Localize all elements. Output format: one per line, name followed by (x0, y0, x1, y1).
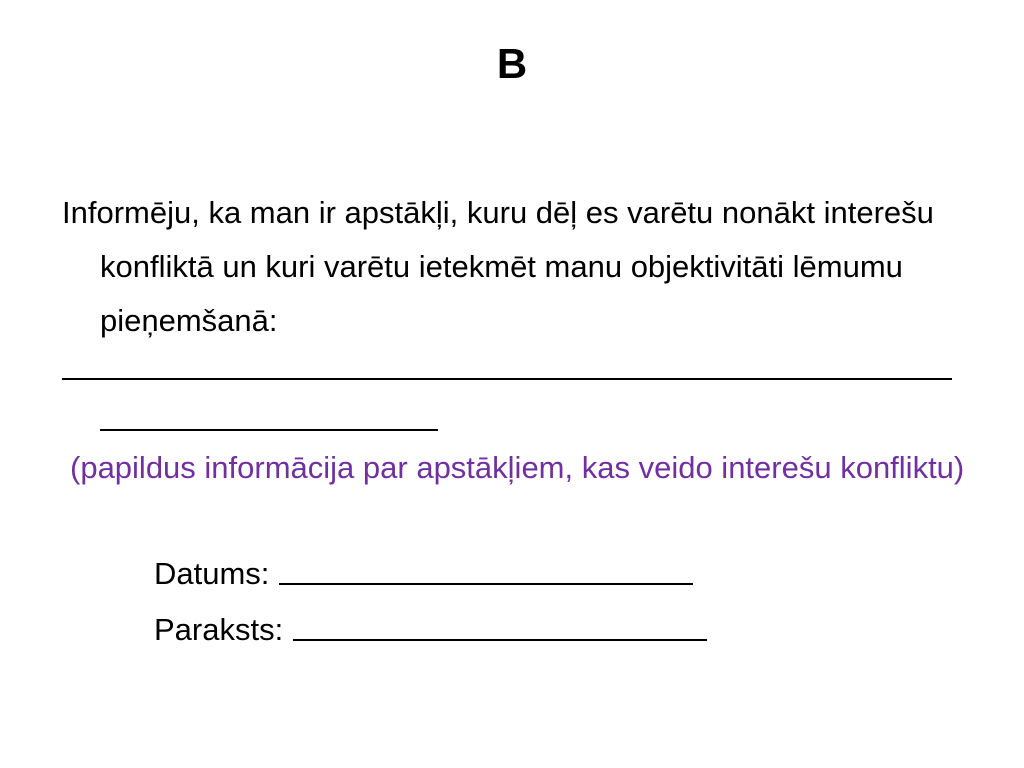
signature-line (293, 639, 707, 641)
date-row (154, 548, 693, 600)
signature-label: Paraksts: (154, 612, 284, 647)
slide-title: B (496, 40, 528, 87)
answer-line-2 (100, 429, 438, 431)
date-line (279, 583, 693, 585)
date-label: Datums: (154, 556, 270, 591)
answer-line-1 (62, 378, 952, 380)
signature-row (154, 604, 707, 656)
declaration-block (62, 186, 972, 348)
declaration-paragraph: Informēju, ka man ir apstākļi, kuru dēļ es varētu nonākt interešu konfliktā un kuri varētu ietekmēt manu objektivitāti lēmumu pieņemšanā: (62, 195, 934, 338)
hint-note: (papildus informācija par apstākļiem, kas veido interešu konfliktu) (70, 450, 965, 485)
